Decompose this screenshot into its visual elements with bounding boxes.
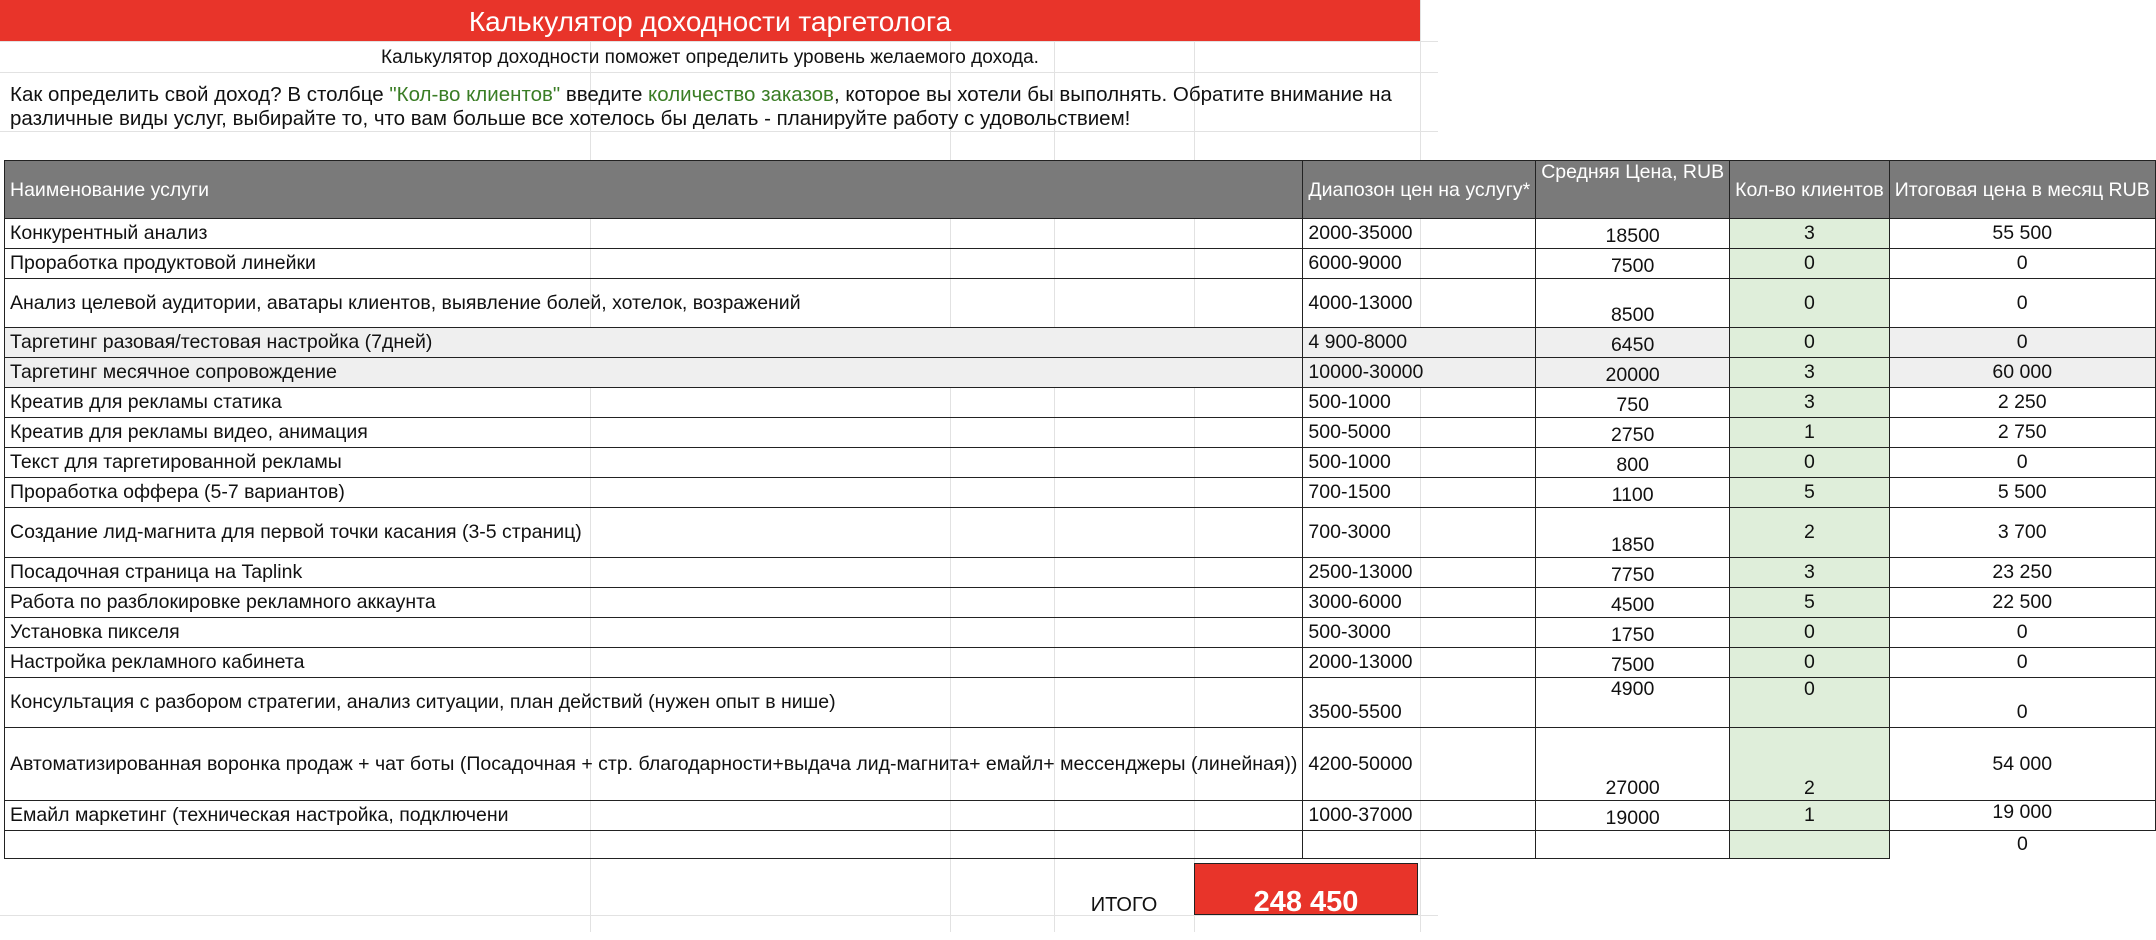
cell-total[interactable]: 2 750 [1889, 418, 2155, 448]
cell-qty[interactable]: 0 [1730, 448, 1890, 478]
cell-avg[interactable]: 6450 [1536, 328, 1730, 358]
cell-total[interactable]: 5 500 [1889, 478, 2155, 508]
cell-avg[interactable]: 1750 [1536, 618, 1730, 648]
cell-avg[interactable]: 27000 [1536, 728, 1730, 801]
cell-total[interactable]: 0 [1889, 831, 2155, 859]
cell-avg[interactable]: 8500 [1536, 279, 1730, 328]
table-row [5, 558, 2156, 588]
cell-qty[interactable]: 0 [1730, 678, 1890, 728]
cell-range[interactable]: 2500-13000 [1303, 558, 1536, 588]
cell-qty[interactable]: 3 [1730, 219, 1890, 249]
cell-qty[interactable] [1730, 831, 1890, 859]
total-value[interactable]: 248 450 [1194, 863, 1418, 915]
cell-name[interactable]: Создание лид-магнита для первой точки касания (3-5 страниц) [5, 508, 1303, 558]
cell-name[interactable]: Анализ целевой аудитории, аватары клиентов, выявление болей, хотелок, возражений [5, 279, 1303, 328]
cell-total[interactable]: 23 250 [1889, 558, 2155, 588]
header-total[interactable]: Итоговая цена в месяц RUB [1889, 161, 2155, 219]
cell-avg[interactable]: 750 [1536, 388, 1730, 418]
cell-name[interactable] [5, 831, 1303, 859]
cell-qty[interactable]: 1 [1730, 418, 1890, 448]
header-range[interactable]: Диапозон цен на услугу* [1303, 161, 1536, 219]
cell-range[interactable]: 6000-9000 [1303, 249, 1536, 279]
cell-range[interactable] [1303, 831, 1536, 859]
table-row [5, 219, 2156, 249]
cell-name[interactable]: Таргетинг разовая/тестовая настройка (7дней) [5, 328, 1303, 358]
cell-avg[interactable]: 20000 [1536, 358, 1730, 388]
cell-avg[interactable]: 19000 [1536, 801, 1730, 831]
cell-name[interactable]: Таргетинг месячное сопровождение [5, 358, 1303, 388]
cell-total[interactable]: 0 [1889, 448, 2155, 478]
cell-total[interactable]: 54 000 [1889, 728, 2155, 801]
table-row [5, 508, 2156, 558]
table-row [5, 678, 2156, 728]
cell-range[interactable]: 500-5000 [1303, 418, 1536, 448]
table-row [5, 831, 2156, 859]
cell-range[interactable]: 4 900-8000 [1303, 328, 1536, 358]
table-header-row [5, 161, 2156, 219]
subtitle[interactable]: Калькулятор доходности поможет определить уровень желаемого дохода. [381, 47, 1039, 68]
calculator-table [4, 160, 2156, 859]
cell-name[interactable]: Установка пикселя [5, 618, 1303, 648]
cell-name[interactable]: Креатив для рекламы видео, анимация [5, 418, 1303, 448]
cell-range[interactable]: 500-3000 [1303, 618, 1536, 648]
cell-qty[interactable]: 2 [1730, 508, 1890, 558]
cell-avg[interactable] [1536, 831, 1730, 859]
cell-name[interactable]: Текст для таргетированной рекламы [5, 448, 1303, 478]
table-row [5, 728, 2156, 801]
total-label[interactable]: ИТОГО [1090, 894, 1158, 916]
cell-qty[interactable]: 3 [1730, 358, 1890, 388]
cell-total[interactable]: 3 700 [1889, 508, 2155, 558]
table-row [5, 478, 2156, 508]
cell-avg[interactable]: 4500 [1536, 588, 1730, 618]
intro-part: введите [560, 83, 649, 106]
table-row [5, 388, 2156, 418]
table-row [5, 328, 2156, 358]
intro-highlight: "Кол-во клиентов" [389, 83, 561, 106]
cell-range[interactable]: 2000-13000 [1303, 648, 1536, 678]
table-row [5, 648, 2156, 678]
cell-name[interactable]: Проработка продуктовой линейки [5, 249, 1303, 279]
cell-avg[interactable]: 1100 [1536, 478, 1730, 508]
cell-avg[interactable]: 4900 [1536, 678, 1730, 728]
grid-line [0, 72, 1438, 73]
cell-name[interactable]: Конкурентный анализ [5, 219, 1303, 249]
header-name[interactable]: Наименование услуги [5, 161, 1303, 219]
header-avg-price-text: Средняя Цена, RUB [1541, 161, 1725, 183]
cell-name[interactable]: Креатив для рекламы статика [5, 388, 1303, 418]
cell-range[interactable]: 10000-30000 [1303, 358, 1536, 388]
table-row [5, 448, 2156, 478]
cell-total[interactable]: 0 [1889, 678, 2155, 728]
cell-qty[interactable]: 1 [1730, 801, 1890, 831]
cell-avg[interactable]: 2750 [1536, 418, 1730, 448]
cell-name[interactable]: Работа по разблокировке рекламного аккаунта [5, 588, 1303, 618]
cell-total[interactable]: 2 250 [1889, 388, 2155, 418]
cell-range[interactable]: 700-3000 [1303, 508, 1536, 558]
cell-range[interactable]: 3500-5500 [1303, 678, 1536, 728]
header-avg-price[interactable] [1536, 161, 1730, 219]
cell-name[interactable]: Проработка оффера (5-7 вариантов) [5, 478, 1303, 508]
cell-qty[interactable]: 2 [1730, 728, 1890, 801]
cell-total[interactable]: 0 [1889, 279, 2155, 328]
cell-avg[interactable]: 18500 [1536, 219, 1730, 249]
cell-range[interactable]: 4200-50000 [1303, 728, 1536, 801]
intro-highlight: количество заказов [648, 83, 834, 106]
cell-avg[interactable]: 7750 [1536, 558, 1730, 588]
cell-name[interactable]: Посадочная страница на Taplink [5, 558, 1303, 588]
cell-avg[interactable]: 7500 [1536, 648, 1730, 678]
table-row [5, 618, 2156, 648]
cell-name[interactable]: Емайл маркетинг (техническая настройка, подключени [5, 801, 1303, 831]
page-title[interactable]: Калькулятор доходности таргетолога [0, 0, 1420, 41]
cell-qty[interactable]: 0 [1730, 328, 1890, 358]
cell-qty[interactable]: 0 [1730, 279, 1890, 328]
cell-name[interactable]: Консультация с разбором стратегии, анализ ситуации, план действий (нужен опыт в нише) [5, 678, 1303, 728]
cell-range[interactable]: 4000-13000 [1303, 279, 1536, 328]
cell-range[interactable]: 500-1000 [1303, 388, 1536, 418]
grid-line [0, 915, 1438, 916]
cell-total[interactable]: 55 500 [1889, 219, 2155, 249]
cell-qty[interactable]: 5 [1730, 478, 1890, 508]
cell-range[interactable]: 2000-35000 [1303, 219, 1536, 249]
cell-range[interactable]: 1000-37000 [1303, 801, 1536, 831]
intro-text[interactable] [10, 83, 1420, 131]
cell-qty[interactable]: 0 [1730, 249, 1890, 279]
cell-range[interactable]: 500-1000 [1303, 448, 1536, 478]
cell-total[interactable]: 60 000 [1889, 358, 2155, 388]
table-row [5, 418, 2156, 448]
cell-total[interactable]: 0 [1889, 249, 2155, 279]
intro-part: Как определить свой доход? В столбце [10, 83, 390, 106]
cell-name[interactable]: Автоматизированная воронка продаж + чат боты (Посадочная + стр. благодарности+выдача лид-магнита+ емайл+ мессенджеры (линейная)) [5, 728, 1303, 801]
cell-range[interactable]: 3000-6000 [1303, 588, 1536, 618]
grid-line [0, 131, 1438, 132]
cell-avg[interactable]: 800 [1536, 448, 1730, 478]
grid-line [0, 41, 1438, 42]
table-row [5, 801, 2156, 831]
table-row [5, 249, 2156, 279]
cell-total[interactable]: 0 [1889, 618, 2155, 648]
cell-qty[interactable]: 5 [1730, 588, 1890, 618]
cell-avg[interactable]: 1850 [1536, 508, 1730, 558]
cell-name[interactable]: Настройка рекламного кабинета [5, 648, 1303, 678]
cell-total[interactable]: 0 [1889, 328, 2155, 358]
cell-qty[interactable]: 3 [1730, 388, 1890, 418]
intro-part: , которое вы хотели бы выполнять. Обратите внимание на различные виды услуг, выбирайте то, что вам больше все хотелось бы делать - планируйте работу с удовольствием! [10, 83, 1392, 130]
cell-range[interactable]: 700-1500 [1303, 478, 1536, 508]
table-row [5, 279, 2156, 328]
header-qty[interactable]: Кол-во клиентов [1730, 161, 1890, 219]
cell-qty[interactable]: 0 [1730, 618, 1890, 648]
cell-total[interactable]: 0 [1889, 648, 2155, 678]
cell-qty[interactable]: 0 [1730, 648, 1890, 678]
cell-total[interactable]: 19 000 [1889, 801, 2155, 831]
cell-avg[interactable]: 7500 [1536, 249, 1730, 279]
cell-qty[interactable]: 3 [1730, 558, 1890, 588]
table-row [5, 588, 2156, 618]
cell-total[interactable]: 22 500 [1889, 588, 2155, 618]
table-row [5, 358, 2156, 388]
